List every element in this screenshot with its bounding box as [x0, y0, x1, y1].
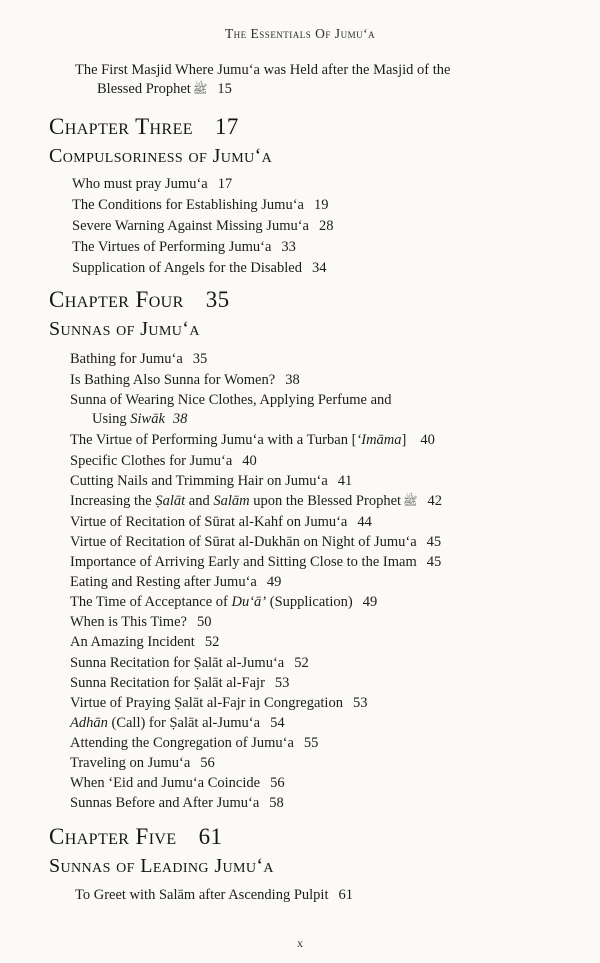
- toc-entry: [70, 492, 442, 511]
- running-head: The Essentials Of Jumu‘a: [224, 26, 376, 41]
- entry-page: 53: [274, 675, 290, 691]
- entry-text: To Greet with Salām after Ascending Pulpit: [75, 887, 329, 903]
- toc-entry: [70, 613, 211, 632]
- entry-page: 45: [426, 534, 442, 550]
- entry-page: 52: [294, 655, 309, 671]
- section-title: Compulsoriness of Jumu‘a: [49, 145, 273, 167]
- toc-entry: [70, 513, 372, 532]
- entry-italic-term: Du‘ā’: [231, 594, 267, 610]
- toc-entry: [72, 217, 333, 236]
- toc-entry: [75, 886, 353, 905]
- entry-italic-term: Siwāk: [130, 411, 165, 427]
- entry-italic-term: Salām: [213, 493, 250, 509]
- toc-entry: [70, 734, 318, 753]
- entry-page: 56: [270, 775, 285, 791]
- entry-text: Specific Clothes for Jumu‘a: [70, 453, 233, 469]
- entry-text: When ‘Eid and Jumu‘a Coincide: [70, 775, 261, 791]
- toc-entry: [72, 175, 232, 194]
- entry-text: Virtue of Recitation of Sūrat al-Kahf on Jumu‘a: [70, 514, 348, 530]
- entry-text: The First Masjid Where Jumu‘a was Held after the Masjid of the: [75, 62, 451, 78]
- entry-text: The Time of Acceptance of: [70, 594, 228, 610]
- entry-italic-term: Adhān: [70, 715, 108, 731]
- toc-entry: [70, 774, 285, 793]
- toc-entry: [75, 61, 450, 80]
- entry-text: The Virtues of Performing Jumu‘a: [72, 239, 272, 255]
- chapter-page: 17: [214, 114, 239, 139]
- entry-page: 17: [217, 176, 233, 192]
- toc-entry: [70, 452, 257, 471]
- entry-page: 34: [311, 260, 327, 276]
- entry-text: Cutting Nails and Trimming Hair on Jumu‘a: [70, 473, 328, 489]
- toc-entry: [70, 391, 392, 410]
- entry-page: 42: [427, 493, 443, 509]
- section-title: Sunnas of Jumu‘a: [49, 318, 200, 340]
- entry-text: Severe Warning Against Missing Jumu‘a: [72, 218, 309, 234]
- entry-page: 38: [172, 411, 188, 427]
- toc-entry: [70, 573, 281, 592]
- page-number: x: [297, 936, 303, 950]
- toc-entry-continuation: [92, 410, 187, 429]
- entry-page: 61: [338, 887, 353, 903]
- toc-entry: [72, 238, 296, 257]
- entry-page: 52: [204, 634, 220, 650]
- entry-page: 40: [420, 432, 435, 448]
- entry-page: 19: [313, 197, 329, 213]
- entry-page: 58: [269, 795, 284, 811]
- toc-entry: [70, 553, 441, 572]
- entry-text: Sunna of Wearing Nice Clothes, Applying Perfume and: [70, 392, 392, 408]
- entry-page: 15: [217, 81, 232, 97]
- toc-entry: [72, 259, 326, 278]
- entry-page: 40: [242, 453, 257, 469]
- toc-entry: [70, 694, 367, 713]
- entry-page: 55: [303, 735, 319, 751]
- entry-text: Is Bathing Also Sunna for Women?: [70, 372, 276, 388]
- toc-entry: [70, 794, 284, 813]
- entry-page: 49: [362, 594, 378, 610]
- entry-text: Virtue of Recitation of Sūrat al-Dukhān on Night of Jumu‘a: [70, 534, 417, 550]
- entry-page: 45: [426, 554, 442, 570]
- entry-page: 41: [337, 473, 353, 489]
- entry-italic-term: ‘Imāma: [356, 432, 402, 448]
- entry-text: Blessed Prophet: [97, 81, 191, 97]
- entry-italic-term: Ṣalāt: [155, 493, 186, 509]
- entry-text: Who must pray Jumu‘a: [72, 176, 208, 192]
- entry-text: Traveling on Jumu‘a: [70, 755, 191, 771]
- entry-text: Using: [92, 411, 127, 427]
- entry-text: (Call) for Ṣalāt al-Jumu‘a: [111, 715, 261, 731]
- entry-text: The Virtue of Performing Jumu‘a with a Turban [: [70, 432, 357, 448]
- toc-entry: [70, 431, 435, 450]
- section-title: Sunnas of Leading Jumu‘a: [49, 855, 274, 877]
- toc-entry: [70, 371, 300, 390]
- entry-text: Sunnas Before and After Jumu‘a: [70, 795, 260, 811]
- toc-entry: [70, 350, 207, 369]
- chapter-heading: [49, 824, 222, 850]
- entry-text: Importance of Arriving Early and Sitting Close to the Imam: [70, 554, 417, 570]
- entry-page: 50: [196, 614, 212, 630]
- toc-entry-continuation: [97, 80, 232, 99]
- entry-text: Supplication of Angels for the Disabled: [72, 260, 302, 276]
- chapter-title: Chapter Four: [49, 287, 184, 312]
- entry-text: upon the Blessed Prophet: [253, 493, 402, 509]
- entry-text: Bathing for Jumu‘a: [70, 351, 183, 367]
- entry-page: 35: [192, 351, 208, 367]
- chapter-heading: [49, 114, 239, 140]
- entry-text: ]: [401, 432, 407, 448]
- toc-entry: [70, 654, 309, 673]
- entry-text: Increasing the: [70, 493, 152, 509]
- salutation-icon: ﷺ: [403, 494, 418, 508]
- entry-text: Eating and Resting after Jumu‘a: [70, 574, 257, 590]
- entry-page: 28: [318, 218, 334, 234]
- entry-text: Attending the Congregation of Jumu‘a: [70, 735, 294, 751]
- entry-page: 53: [352, 695, 368, 711]
- entry-text: An Amazing Incident: [70, 634, 195, 650]
- salutation-icon: ﷺ: [192, 82, 208, 96]
- chapter-heading: [49, 287, 230, 313]
- toc-entry: [70, 593, 377, 612]
- entry-text: The Conditions for Establishing Jumu‘a: [72, 197, 304, 213]
- chapter-title: Chapter Three: [49, 114, 193, 139]
- chapter-title: Chapter Five: [49, 824, 177, 849]
- entry-page: 44: [357, 514, 372, 530]
- toc-entry: [70, 754, 215, 773]
- toc-entry: [70, 633, 219, 652]
- toc-entry: [70, 533, 441, 552]
- entry-text: Virtue of Praying Ṣalāt al-Fajr in Congregation: [70, 695, 343, 711]
- toc-entry: [70, 714, 285, 733]
- entry-text: (Supplication): [269, 594, 353, 610]
- entry-page: 54: [270, 715, 285, 731]
- chapter-page: 61: [198, 824, 223, 849]
- entry-page: 33: [281, 239, 296, 255]
- entry-text: When is This Time?: [70, 614, 187, 630]
- entry-text: Sunna Recitation for Ṣalāt al-Fajr: [70, 675, 265, 691]
- chapter-page: 35: [205, 287, 230, 312]
- entry-text: Sunna Recitation for Ṣalāt al-Jumu‘a: [70, 655, 285, 671]
- entry-page: 49: [266, 574, 282, 590]
- toc-entry: [70, 674, 289, 693]
- toc-entry: [70, 472, 352, 491]
- toc-entry: [72, 196, 328, 215]
- entry-page: 56: [200, 755, 215, 771]
- entry-text: and: [188, 493, 210, 509]
- entry-page: 38: [285, 372, 300, 388]
